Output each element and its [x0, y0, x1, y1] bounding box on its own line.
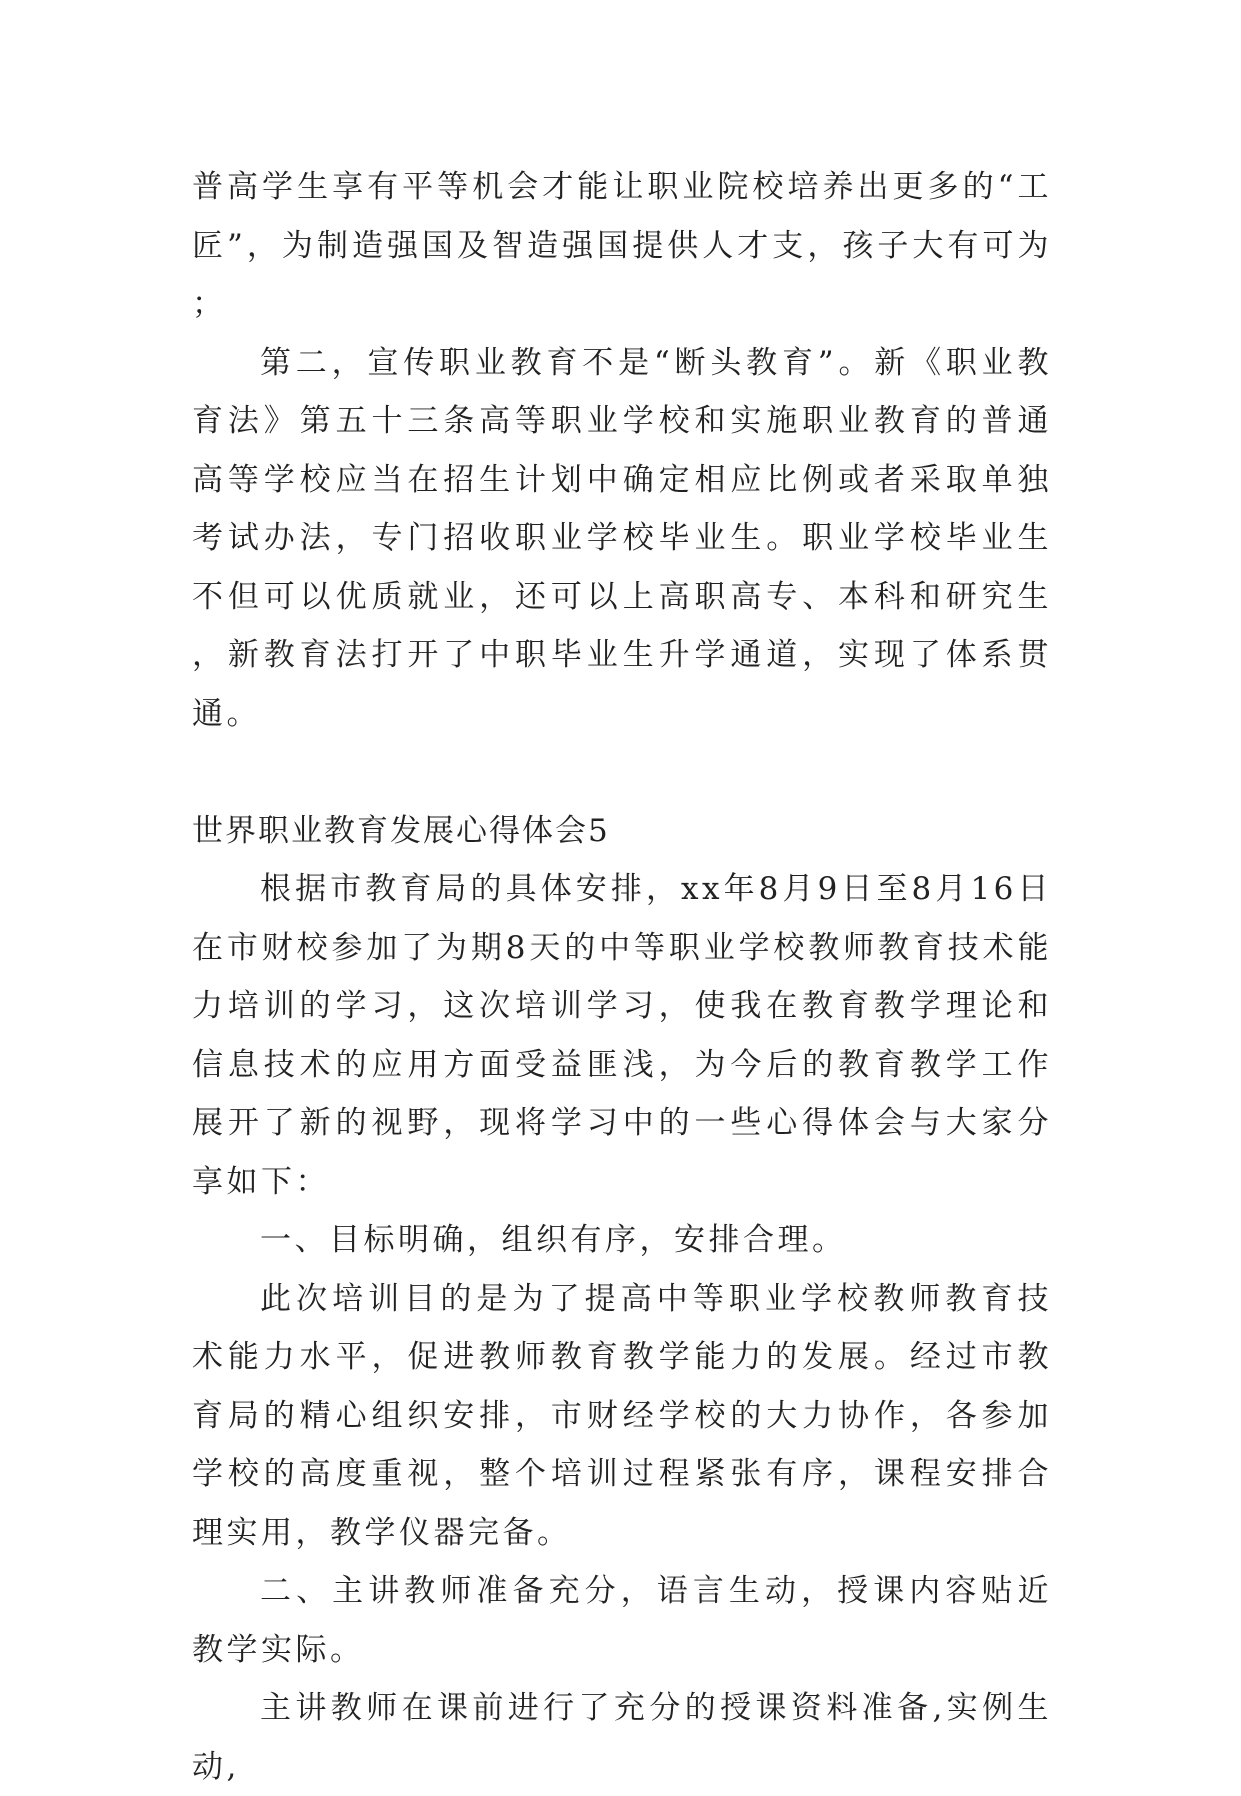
- subheading-two: 二、主讲教师准备充分，语言生动，授课内容贴近教学实际。: [192, 1573, 1052, 1668]
- section-title: 世界职业教育发展心得体会5: [192, 812, 610, 849]
- paragraph-teacher-preparation: 主讲教师在课前进行了充分的授课资料准备,实例生动,: [192, 1690, 1052, 1785]
- document-body: [192, 158, 1052, 1796]
- paragraph-second-point: 第二，宣传职业教育不是“断头教育”。新《职业教育法》第五十三条高等职业学校和实施职业教育的普通高等学校应当在招生计划中确定相应比例或者采取单独考试办法，专门招收职业学校毕业生。职业学校毕业生不但可以优质就业，还可以上高职高专、本科和研究生，新教育法打开了中职毕业生升学通道，实现了体系贯通。: [192, 344, 1052, 732]
- section-spacer: [192, 743, 1052, 802]
- subheading-one: 一、目标明确，组织有序，安排合理。: [260, 1222, 847, 1258]
- paragraph-intro: 根据市教育局的具体安排，xx年8月9日至8月16日在市财校参加了为期8天的中等职业学校教师教育技术能力培训的学习，这次培训学习，使我在教育教学理论和信息技术的应用方面受益匪浅，为今后的教育教学工作展开了新的视野，现将学习中的一些心得体会与大家分享如下：: [192, 871, 1052, 1200]
- paragraph-continuation: 普高学生享有平等机会才能让职业院校培养出更多的“工匠”，为制造强国及智造强国提供人才支，孩子大有可为；: [192, 169, 1052, 322]
- paragraph-training-purpose: 此次培训目的是为了提高中等职业学校教师教育技术能力水平，促进教师教育教学能力的发展。经过市教育局的精心组织安排，市财经学校的大力协作，各参加学校的高度重视，整个培训过程紧张有序，课程安排合理实用，教学仪器完备。: [192, 1280, 1052, 1551]
